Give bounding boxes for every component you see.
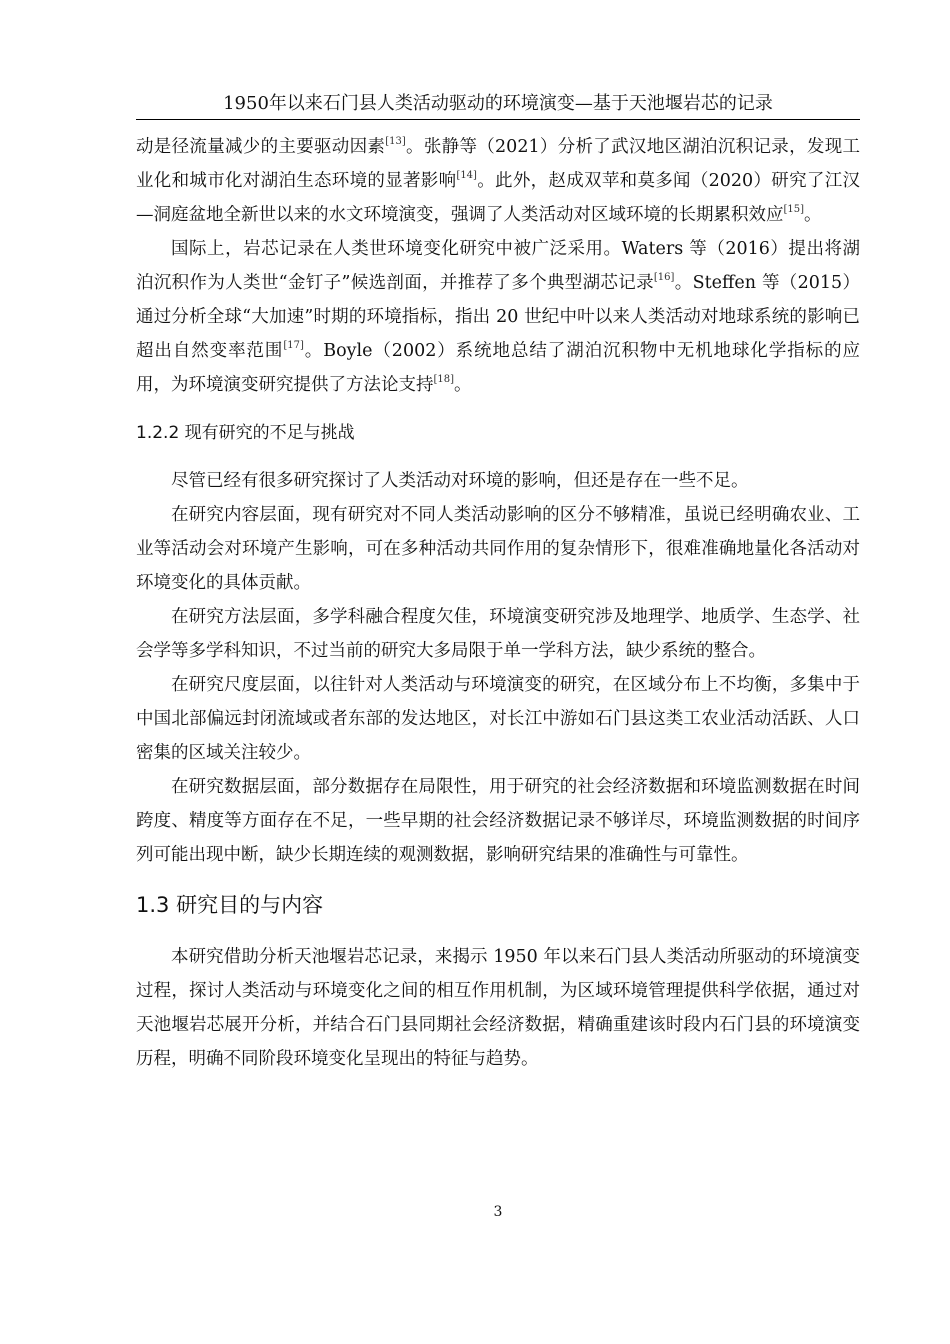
section-heading-1-2-2: 1.2.2 现有研究的不足与挑战 (136, 423, 355, 443)
header-divider (136, 119, 860, 120)
running-header: 1950年以来石门县人类活动驱动的环境演变—基于天池堰岩芯的记录 (223, 93, 773, 114)
paragraph: 在研究数据层面，部分数据存在局限性，用于研究的社会经济数据和环境监测数据在时间跨度、精度等方面存在不足，一些早期的社会经济数据记录不够详尽，环境监测数据的时间序列可能出现中断，缺少长期连续的观测数据，影响研究结果的准确性与可靠性。 (136, 777, 860, 865)
body-text (136, 130, 860, 1076)
paragraph: 在研究方法层面，多学科融合程度欠佳，环境演变研究涉及地理学、地质学、生态学、社会学等多学科知识，不过当前的研究大多局限于单一学科方法，缺少系统的整合。 (136, 607, 860, 661)
paragraph: 本研究借助分析天池堰岩芯记录，来揭示 1950 年以来石门县人类活动所驱动的环境演变过程，探讨人类活动与环境变化之间的相互作用机制，为区域环境管理提供科学依据，通过对天池堰岩芯展开分析，并结合石门县同期社会经济数据，精确重建该时段内石门县的环境演变历程，明确不同阶段环境变化呈现出的特征与趋势。 (136, 947, 860, 1069)
paragraph: 在研究尺度层面，以往针对人类活动与环境演变的研究，在区域分布上不均衡，多集中于中国北部偏远封闭流域或者东部的发达地区，对长江中游如石门县这类工农业活动活跃、人口密集的区域关注较少。 (136, 675, 860, 763)
paragraph: 尽管已经有很多研究探讨了人类活动对环境的影响，但还是存在一些不足。 (171, 471, 749, 491)
page-number: 3 (493, 1204, 503, 1220)
citation-ref: [13] (385, 136, 406, 147)
paragraph: 在研究内容层面，现有研究对不同人类活动影响的区分不够精准，虽说已经明确农业、工业等活动会对环境产生影响，可在多种活动共同作用的复杂情形下，很难准确地量化各活动对环境变化的具体贡献。 (136, 505, 860, 593)
paragraph-continued: 动是径流量减少的主要驱动因素[13]。张静等（2021）分析了武汉地区湖泊沉积记录，发现工业化和城市化对湖泊生态环境的显著影响[14]。此外，赵成双苹和莫多闻（2020）研究了江汉—洞庭盆地全新世以来的水文环境演变，强调了人类活动对区域环境的长期累积效应[15]。 (136, 136, 860, 225)
citation-ref: [14] (456, 170, 477, 181)
section-heading-1-3: 1.3 研究目的与内容 (136, 893, 324, 917)
citation-ref: [16] (653, 272, 675, 283)
citation-ref: [18] (433, 374, 455, 385)
citation-ref: [15] (783, 204, 805, 215)
paragraph-international: 国际上，岩芯记录在人类世环境变化研究中被广泛采用。Waters 等（2016）提出将湖泊沉积作为人类世“金钉子”候选剖面，并推荐了多个典型湖芯记录[16]。Steffen 等（2015）通过分析全球“大加速”时期的环境指标，指出 20 世纪中叶以来人类活动对地球系统的影响已超出自然变率范围[17]。Boyle（2002）系统地总结了湖泊沉积物中无机地球化学指标的应用，为环境演变研究提供了方法论支持[18]。 (136, 239, 860, 395)
citation-ref: [17] (283, 340, 304, 351)
